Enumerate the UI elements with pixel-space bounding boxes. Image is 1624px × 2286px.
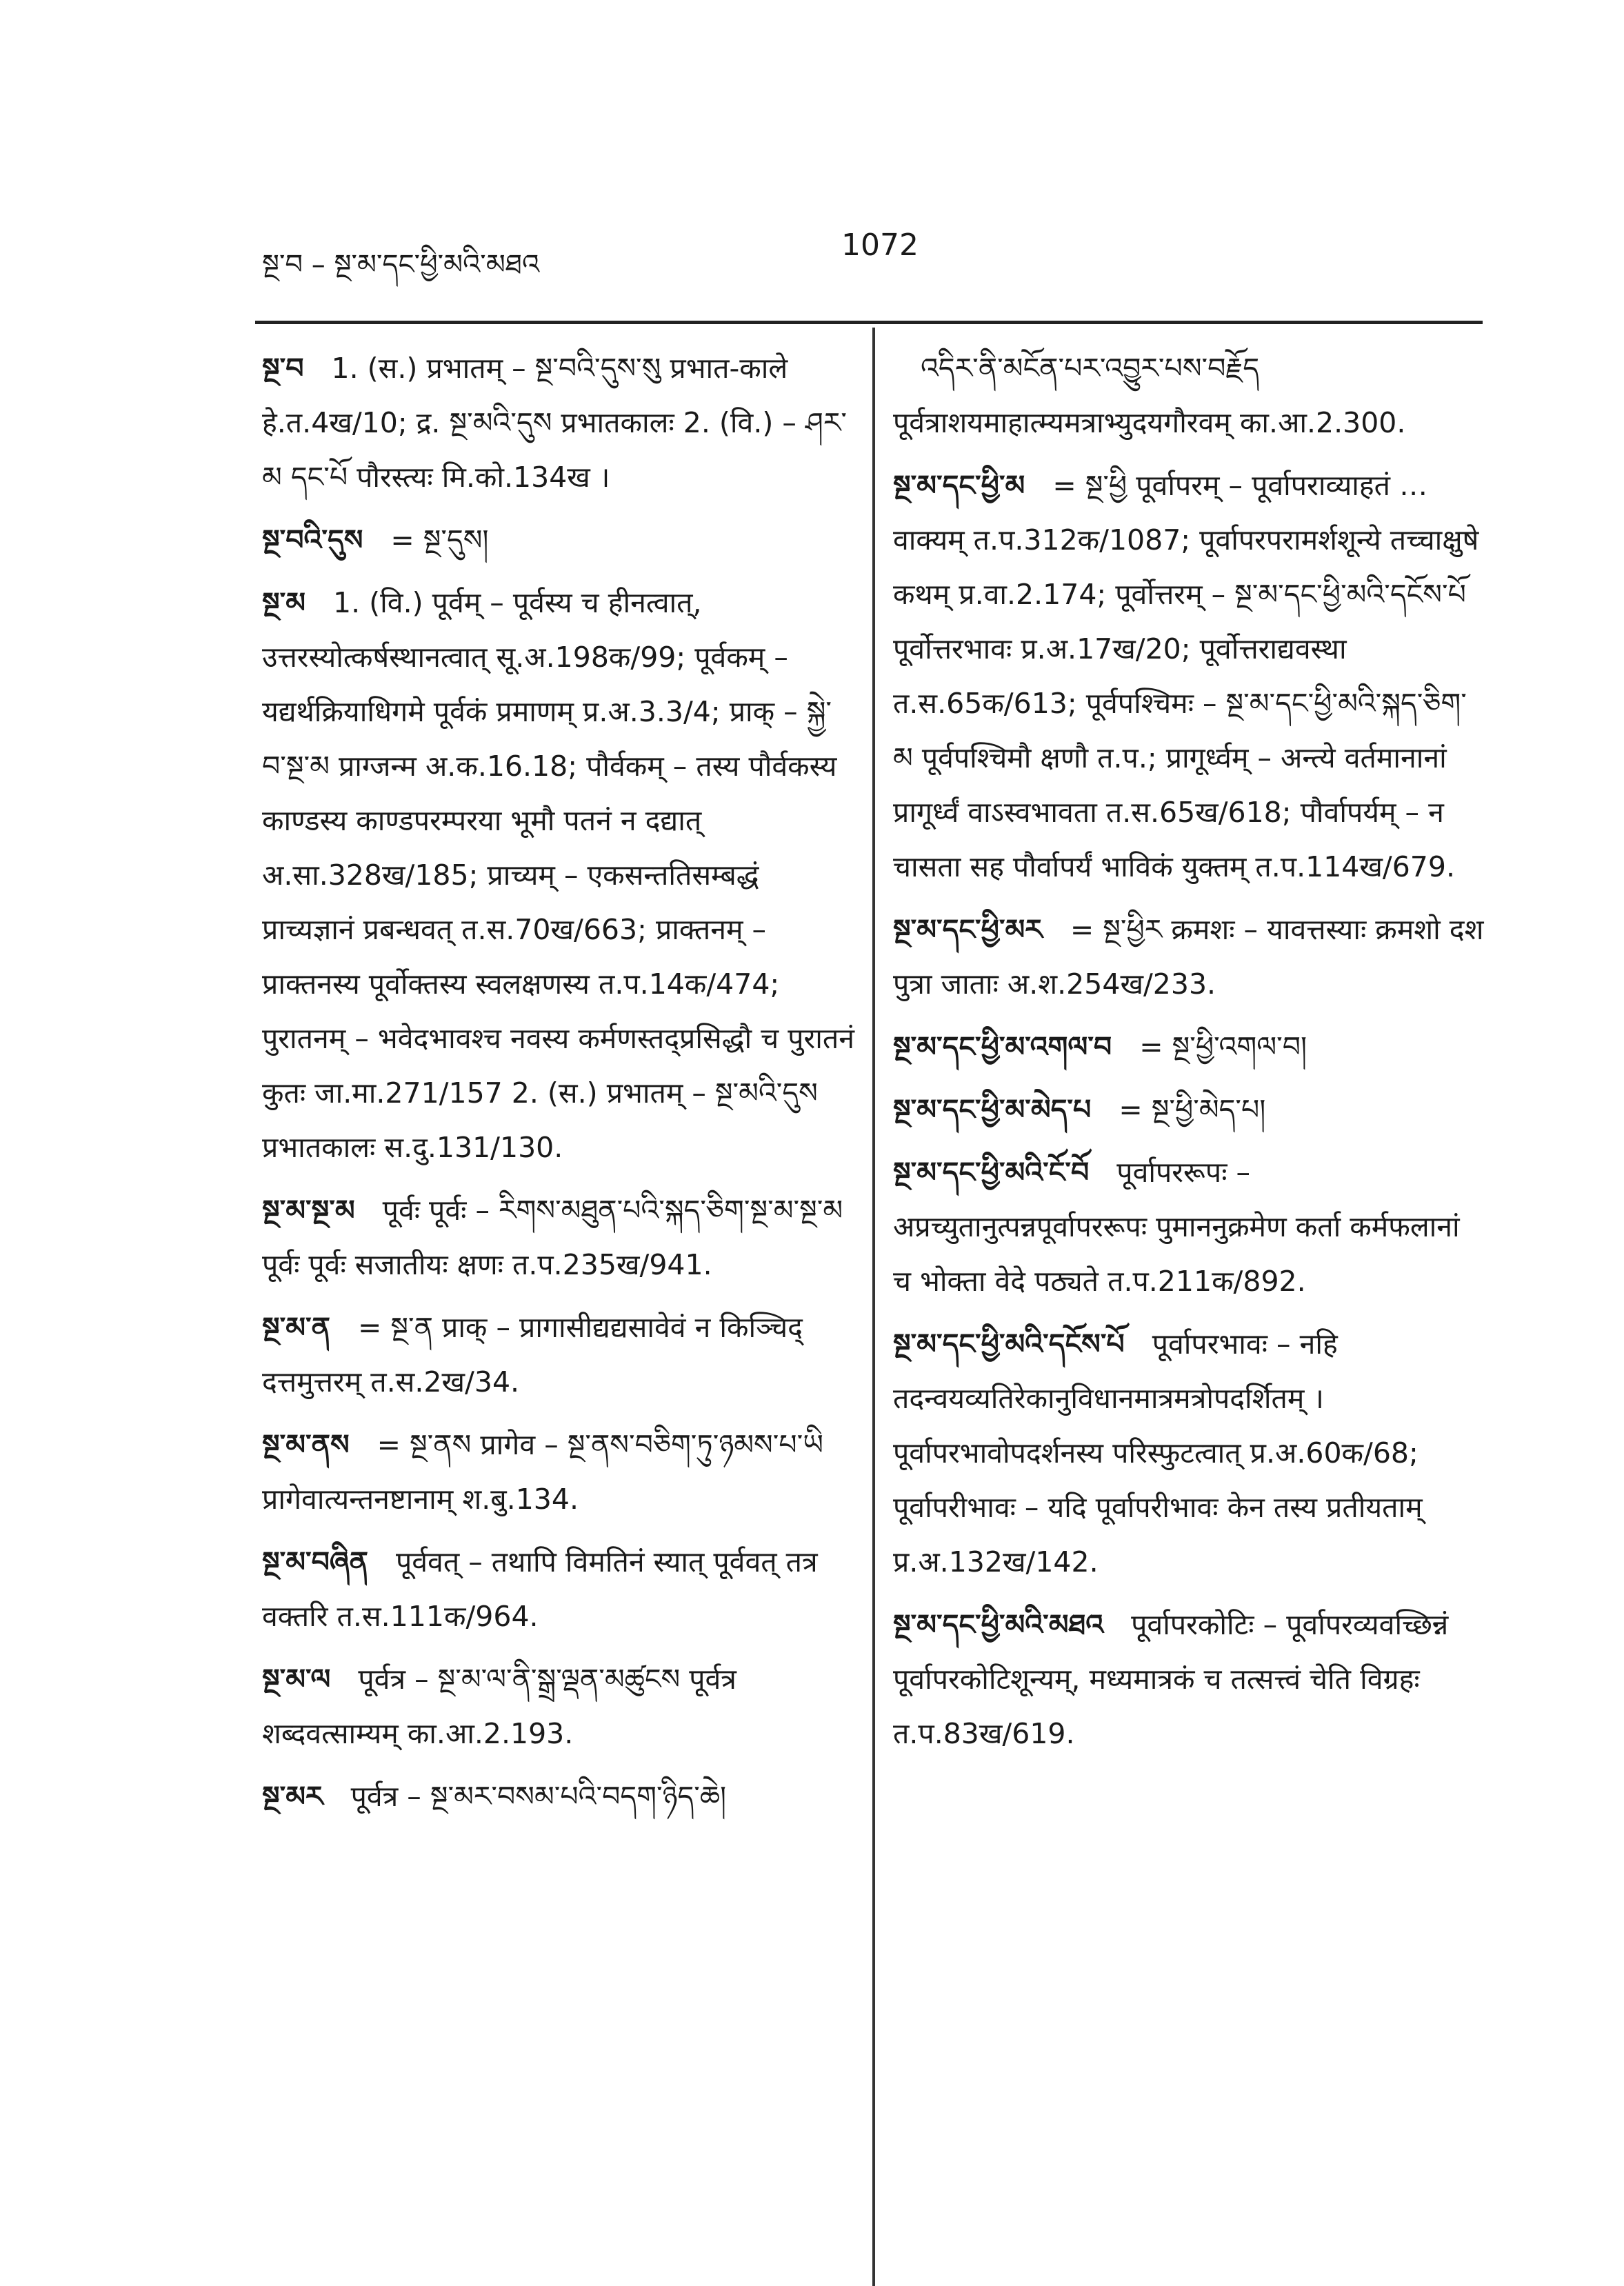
header-rule [255, 321, 1483, 324]
entry-text: पूर्वत्र – སྔ་མར་བསམ་པའི་བདག་ཉིད་ཆེ། [350, 1780, 727, 1813]
entry-headword: སྔ་མ་དང་ཕྱི་མའི་མཐའ [893, 1608, 1104, 1641]
dictionary-entry [893, 1598, 1486, 1761]
dictionary-entry [262, 1769, 855, 1824]
entry-text: पूर्वापररूपः – अप्रच्युतानुत्पन्नपूर्वापररूपः पुमाननुक्रमेण कर्ता कर्मफलानां च भोक्ता वेदे पठ्यते त.प.211क/892. [893, 1156, 1460, 1298]
entry-text: = སྔ་ཕྱིར क्रमशः – यावत्तस्याः क्रमशो दश पुत्रा जाताः अ.श.254ख/233. [893, 913, 1484, 1001]
entry-text: पूर्वः पूर्वः – རིགས་མཐུན་པའི་སྐད་ཅིག་སྔ་མ་སྔ་མ पूर्वः पूर्वः सजातीयः क्षणः त.प.235ख/941. [262, 1194, 843, 1281]
entry-headword: སྔ་མ་དང་ཕྱི་མའི་ངོ་བོ [893, 1156, 1090, 1189]
entry-text: འདིར་ནི་མངོན་པར་འབྱུར་པས་བརྗོད पूर्वत्राशयमाहात्म्यमत्राभ्युदयगौरवम् का.आ.2.300. [893, 352, 1406, 439]
entry-text: = སྔ་ཕྱི पूर्वापरम् – पूर्वापराव्याहतं … वाक्यम् त.प.312क/1087; पूर्वापरपरामर्शशून्ये तच्चाक्षुषे कथम् प्र.वा.2.174; पूर्वोत्तरम् – སྔ་མ་དང་ཕྱི་མའི་དངོས་པོ पूर्वोत्तरभावः प्र.अ.17ख/20; पूर्वोत्तराद्यवस्था त.स.65क/613; पूर्वपश्चिमः – སྔ་མ་དང་ཕྱི་མའི་སྐད་ཅིག་མ पूर्वपश्चिमौ क्षणौ त.प.; प्रागूर्ध्वम् – अन्त्ये वर्तमानानां प्रागूर्ध्वं वाऽस्वभावता त.स.65ख/618; पौर्वापर्यम् – न चासता सह पौर्वापर्यं भाविकं युक्तम् त.प.114ख/679. [893, 469, 1479, 883]
entry-headword: སྔ་མ་དང་ཕྱི་མ་མེད་པ [893, 1093, 1092, 1126]
entry-text: = སྔ་དུས། [390, 523, 489, 557]
entry-text: 1. (स.) प्रभातम् – སྔ་བའི་དུས་སུ प्रभात-काले हे.त.4ख/10; द्र. སྔ་མའི་དུས प्रभातकालः 2. (वि.) – ཤར་མ དང་པོ पौरस्त्यः मि.को.134ख । [262, 352, 847, 494]
entry-headword: སྔ་མ་ནས [262, 1428, 350, 1461]
dictionary-entry [262, 1535, 855, 1644]
page-number: 1072 [841, 228, 919, 263]
entry-headword: སྔ་བ [262, 352, 304, 385]
entry-headword: སྔ་བའི་དུས [262, 523, 363, 557]
entry-headword: སྔ་མ་ལ [262, 1663, 331, 1696]
dictionary-entry-continued [893, 341, 1486, 450]
entry-headword: སྔ་མ་དང་ཕྱི་མ [893, 469, 1025, 502]
page-header [262, 228, 1476, 283]
entry-text: पूर्वापरकोटिः – पूर्वापरव्यवच्छिन्नं पूर्वापरकोटिशून्यम्, मध्यमात्रकं च तत्सत्त्वं चेति विग्रहः त.प.83ख/619. [893, 1608, 1449, 1750]
dictionary-entry [893, 1145, 1486, 1309]
entry-headword: སྔ་མ་དང་ཕྱི་མའི་དངོས་པོ [893, 1327, 1125, 1361]
dictionary-entry [262, 513, 855, 568]
dictionary-entry [262, 341, 855, 505]
entry-text: पूर्ववत् – तथापि विमतिनं स्यात् पूर्ववत् तत्र वक्तरि त.स.111क/964. [262, 1545, 818, 1633]
column-divider [872, 328, 875, 2286]
entry-headword: སྔ་མ་སྔ་མ [262, 1194, 355, 1227]
entry-text: 1. (वि.) पूर्वम् – पूर्वस्य च हीनत्वात्, उत्तरस्योत्कर्षस्थानत्वात् सू.अ.198क/99; पूर्वकम् – यद्यर्थक्रियाधिगमे पूर्वकं प्रमाणम् प्र.अ.3.3/4; प्राक् – སྐྱེ་བ་སྔ་མ प्राग्जन्म अ.क.16.18; पौर्वकम् – तस्य पौर्वकस्य काण्डस्य काण्डपरम्परया भूमौ पतनं न दद्यात् अ.सा.328ख/185; प्राच्यम् – एकसन्ततिसम्बद्धं प्राच्यज्ञानं प्रबन्धवत् त.स.70ख/663; प्राक्तनम् – प्राक्तनस्य पूर्वोक्तस्य स्वलक्षणस्य त.प.14क/474; पुरातनम् – भवेदभावश्च नवस्य कर्मणस्तद्प्रसिद्धौ च पुरातनं कुतः जा.मा.271/157 2. (स.) प्रभातम् – སྔ་མའི་དུས प्रभातकालः स.दु.131/130. [262, 586, 854, 1164]
entry-headword: སྔ་མ་དང་ཕྱི་མ་འགལ་བ [893, 1030, 1112, 1063]
right-column [893, 341, 1486, 1769]
running-head: སྔ་བ – སྔ་མ་དང་ཕྱི་མའི་མཐའ [262, 249, 540, 281]
entry-text: = སྔ་ནས प्रागेव – སྔ་ནས་བཅིག་ཏུ་ཉམས་པ་ཡི प्रागेवात्यन्तनष्टानाम् श.बु.134. [262, 1428, 823, 1516]
entry-text: = སྔ་ན प्राक् – प्रागासीद्यद्यसावेवं न किञ्चिद् दत्तमुत्तरम् त.स.2ख/34. [262, 1311, 803, 1398]
dictionary-entry [262, 1301, 855, 1410]
dictionary-entry [893, 1083, 1486, 1137]
dictionary-entry [893, 459, 1486, 894]
entry-headword: སྔ་མར [262, 1780, 323, 1813]
dictionary-entry [893, 903, 1486, 1012]
entry-text: = སྔ་ཕྱི་མེད་པ། [1119, 1093, 1266, 1126]
dictionary-entry [262, 1652, 855, 1761]
entry-headword: སྔ་མ་བཞིན [262, 1545, 368, 1578]
entry-headword: སྔ་མ [262, 586, 306, 619]
entry-headword: སྔ་མ་ན [262, 1311, 330, 1344]
entry-text: पूर्वत्र – སྔ་མ་ལ་ནི་སྒྲ་ལྡན་མཚུངས पूर्वत्र शब्दवत्साम्यम् का.आ.2.193. [262, 1663, 736, 1750]
dictionary-entry [893, 1020, 1486, 1074]
dictionary-entry [262, 1183, 855, 1292]
dictionary-entry [893, 1317, 1486, 1590]
entry-headword: སྔ་མ་དང་ཕྱི་མར [893, 913, 1043, 946]
left-column [262, 341, 855, 1832]
entry-text: पूर्वापरभावः – नहि तदन्वयव्यतिरेकानुविधानमात्रमत्रोपदर्शितम् । पूर्वापरभावोपदर्शनस्य परिस्फुटत्वात् प्र.अ.60क/68; पूर्वापरीभावः – यदि पूर्वापरीभावः केन तस्य प्रतीयताम् प्र.अ.132ख/142. [893, 1327, 1423, 1578]
dictionary-entry [262, 576, 855, 1175]
dictionary-entry [262, 1418, 855, 1527]
entry-text: = སྔ་ཕྱི་འགལ་བ། [1139, 1030, 1307, 1063]
